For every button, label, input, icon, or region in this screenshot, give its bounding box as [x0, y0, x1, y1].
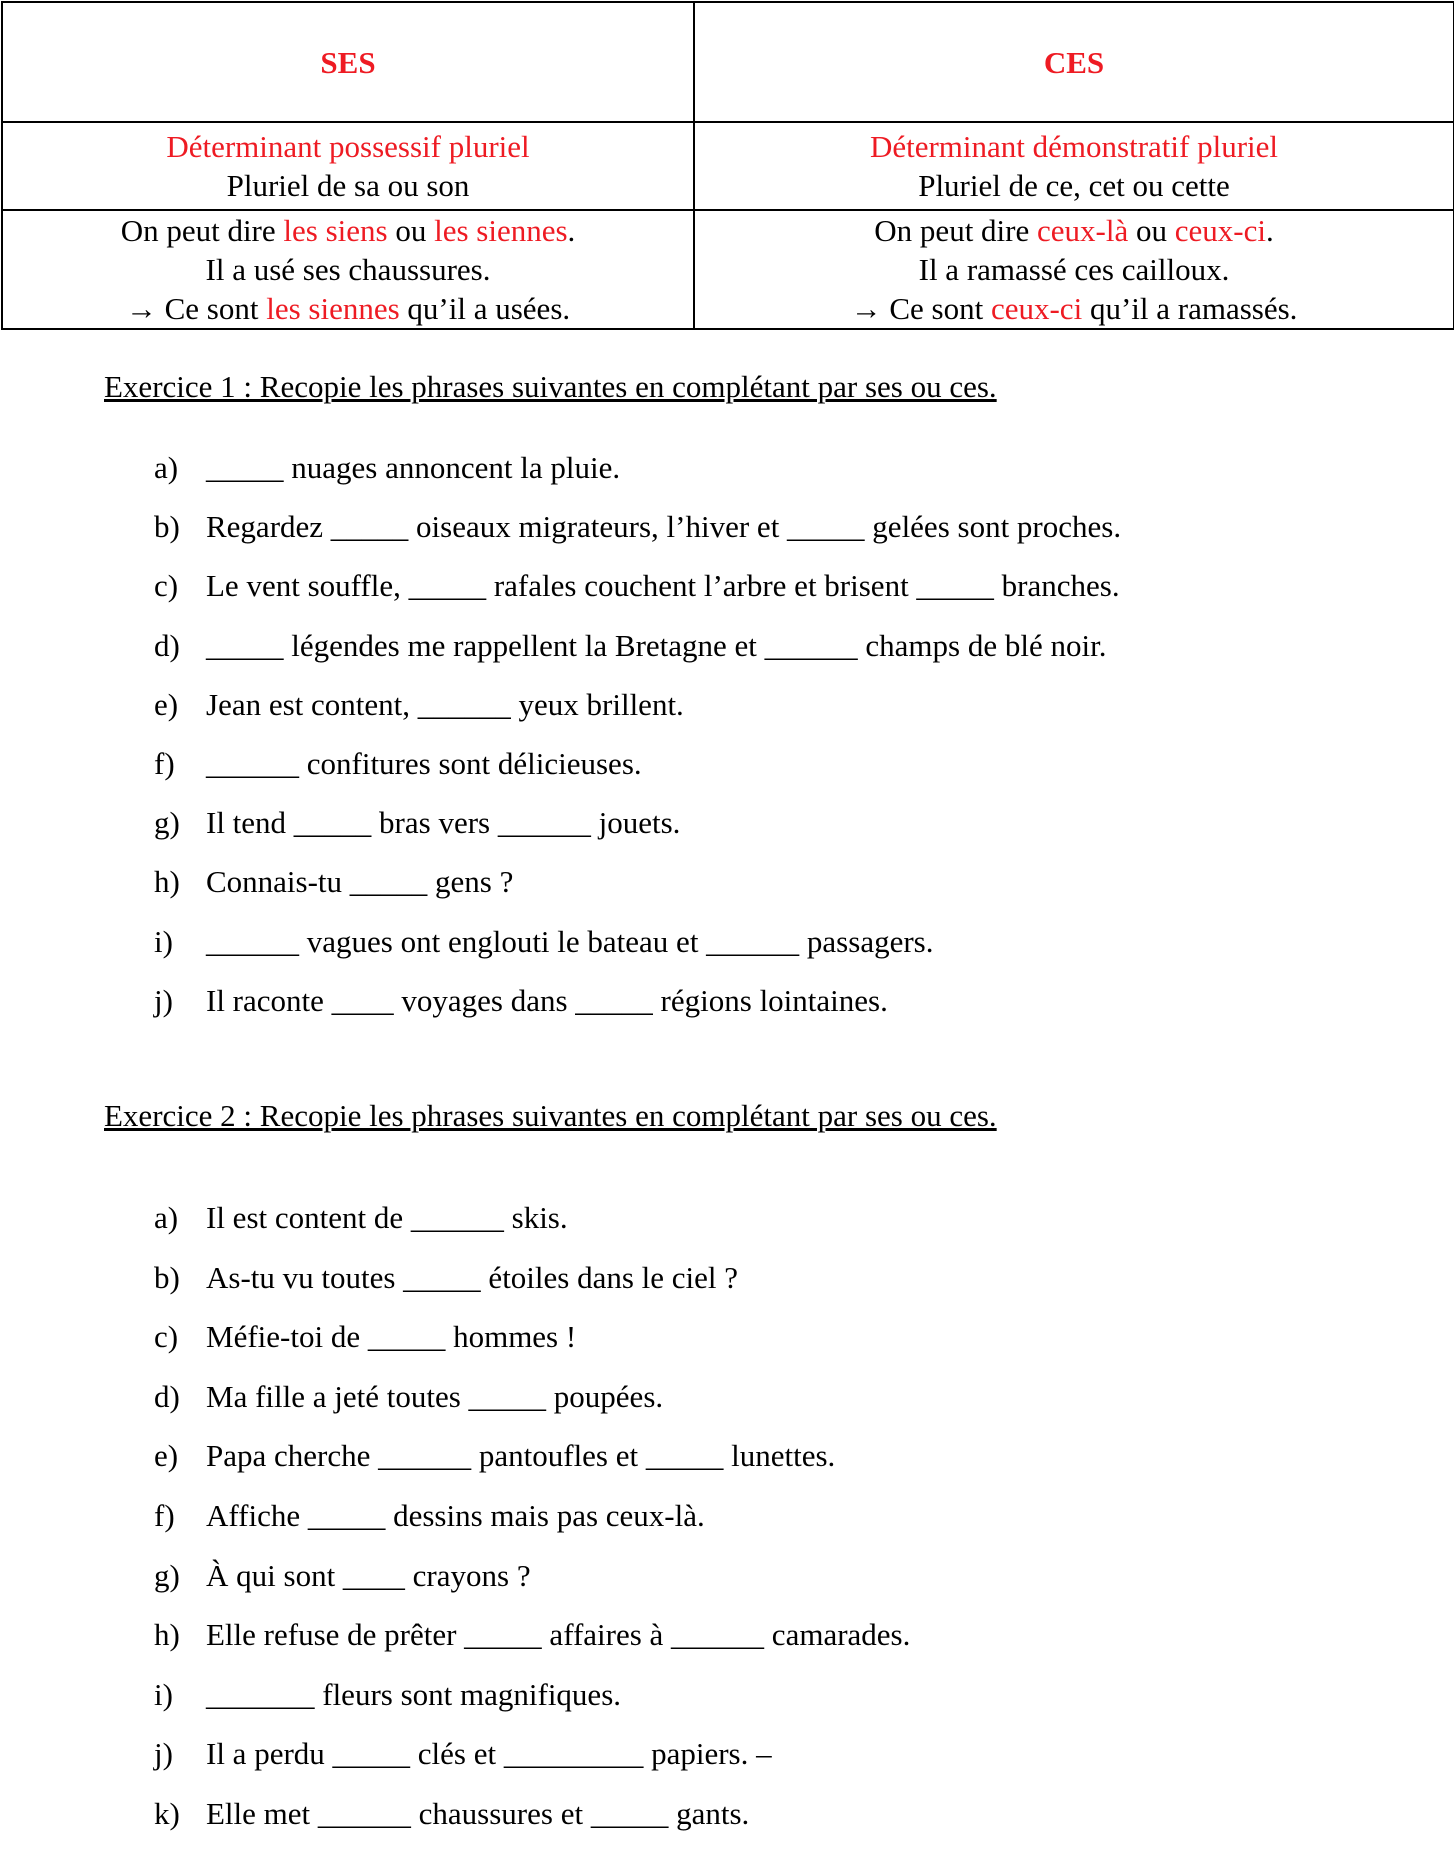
conclusion-text: Ce sont — [156, 291, 267, 326]
item-sentence: _____ légendes me rappellent la Bretagne et ______ champs de blé noir. — [206, 627, 1107, 663]
item-label: a) — [154, 450, 179, 485]
item-sentence: Jean est content, ______ yeux brillent. — [206, 686, 684, 722]
item-sentence: ______ confitures sont délicieuses. — [206, 745, 642, 781]
exercise-item — [154, 1496, 910, 1536]
conclusion-ces — [695, 289, 1453, 328]
plural-of-ses: Pluriel de sa ou son — [226, 168, 470, 203]
sub-red: ceux-ci — [1174, 213, 1266, 248]
item-sentence: As-tu vu toutes _____ étoiles dans le ciel ? — [206, 1259, 739, 1295]
item-sentence: À qui sont ____ crayons ? — [206, 1557, 531, 1593]
item-label: e) — [154, 1438, 179, 1474]
header-ses — [2, 2, 694, 122]
sub-red: les siens — [283, 213, 388, 248]
sub-text: . — [1265, 213, 1274, 248]
header-ses-text: SES — [320, 44, 376, 80]
exercise-item — [154, 1317, 910, 1357]
conclusion-text: Ce sont — [881, 291, 991, 326]
item-label: e) — [154, 686, 179, 722]
item-label: b) — [154, 509, 180, 545]
example-sentence-ces: Il a ramassé ces cailloux. — [918, 252, 1230, 287]
exercise-item — [154, 803, 1121, 843]
exercise-item — [154, 1794, 910, 1834]
exercise-item — [154, 1734, 910, 1774]
item-sentence: Le vent souffle, _____ rafales couchent l’arbre et brisent _____ branches. — [206, 568, 1120, 604]
definition-ces: Déterminant démonstratif pluriel — [869, 129, 1279, 164]
example-ses-cell — [2, 210, 694, 329]
sub-text: . — [567, 213, 576, 248]
item-label: f) — [154, 745, 175, 781]
item-sentence: Regardez _____ oiseaux migrateurs, l’hiver et _____ gelées sont proches. — [206, 509, 1122, 545]
item-label: j) — [154, 1736, 173, 1772]
item-sentence: Affiche _____ dessins mais pas ceux-là. — [206, 1497, 705, 1533]
exercise-item — [154, 1198, 910, 1238]
sub-text: On peut dire — [120, 213, 284, 248]
exercise-2-title: Exercice 2 : Recopie les phrases suivantes en complétant par ses ou ces. — [104, 1098, 997, 1133]
exercise-item — [154, 1436, 910, 1476]
item-label: d) — [154, 627, 180, 663]
exercise-item — [154, 744, 1121, 784]
sub-text: ou — [387, 213, 435, 248]
item-label: d) — [154, 1378, 180, 1414]
conclusion-text: qu’il a usées. — [399, 291, 571, 326]
exercise-1-list — [154, 448, 1121, 1040]
item-sentence: Il tend _____ bras vers ______ jouets. — [206, 805, 681, 841]
item-sentence: Papa cherche ______ pantoufles et _____ lunettes. — [206, 1438, 836, 1474]
item-label: i) — [154, 923, 173, 959]
arrow-icon: → — [125, 291, 157, 326]
exercise-item — [154, 862, 1121, 902]
item-label: c) — [154, 1319, 179, 1355]
sub-red: ceux-là — [1037, 213, 1129, 248]
arrow-icon: → — [850, 291, 882, 326]
substitution-ses — [3, 211, 693, 250]
item-sentence: Méfie-toi de _____ hommes ! — [206, 1319, 577, 1355]
item-sentence: Elle refuse de prêter _____ affaires à ______ camarades. — [206, 1617, 911, 1653]
exercise-1-title: Exercice 1 : Recopie les phrases suivantes en complétant par ses ou ces. — [104, 369, 997, 404]
exercise-item — [154, 1377, 910, 1417]
ses-ces-rule-table — [1, 1, 1454, 330]
plural-of-ces: Pluriel de ce, cet ou cette — [918, 168, 1230, 203]
exercise-item — [154, 922, 1121, 962]
item-sentence: _______ fleurs sont magnifiques. — [206, 1676, 622, 1712]
conclusion-red: ceux-ci — [990, 291, 1083, 326]
item-sentence: _____ nuages annoncent la pluie. — [206, 450, 621, 485]
item-sentence: Il raconte ____ voyages dans _____ régions lointaines. — [206, 982, 888, 1018]
item-sentence: Il a perdu _____ clés et _________ papiers. – — [206, 1736, 772, 1772]
item-sentence: Ma fille a jeté toutes _____ poupées. — [206, 1378, 664, 1414]
item-label: h) — [154, 1617, 180, 1653]
conclusion-red: les siennes — [266, 291, 400, 326]
definition-ses-cell — [2, 122, 694, 210]
exercise-item — [154, 566, 1121, 606]
exercise-item — [154, 685, 1121, 725]
example-sentence-ses: Il a usé ses chaussures. — [205, 252, 491, 287]
sub-text: ou — [1128, 213, 1175, 248]
item-label: f) — [154, 1497, 175, 1533]
item-label: g) — [154, 805, 180, 841]
conclusion-ses — [3, 289, 693, 328]
sub-text: On peut dire — [874, 213, 1038, 248]
item-label: g) — [154, 1557, 180, 1593]
item-label: i) — [154, 1676, 173, 1712]
exercise-item — [154, 981, 1121, 1021]
item-sentence: ______ vagues ont englouti le bateau et ______ passagers. — [206, 923, 934, 959]
exercise-item — [154, 626, 1121, 666]
definition-ses: Déterminant possessif pluriel — [166, 129, 530, 164]
item-label: b) — [154, 1259, 180, 1295]
sub-red: les siennes — [434, 213, 568, 248]
item-label: j) — [154, 982, 173, 1018]
exercise-2-list — [154, 1198, 910, 1854]
exercise-item — [154, 507, 1121, 547]
header-ces-text: CES — [1043, 44, 1105, 80]
item-label: a) — [154, 1200, 179, 1235]
exercise-item — [154, 1615, 910, 1655]
item-sentence: Connais-tu _____ gens ? — [206, 864, 514, 900]
item-sentence: Elle met ______ chaussures et _____ gants. — [206, 1795, 750, 1831]
item-sentence: Il est content de ______ skis. — [206, 1200, 568, 1235]
conclusion-text: qu’il a ramassés. — [1082, 291, 1298, 326]
item-label: c) — [154, 568, 179, 604]
item-label: h) — [154, 864, 180, 900]
exercise-item — [154, 1675, 910, 1715]
exercise-item — [154, 1258, 910, 1298]
exercise-item — [154, 1556, 910, 1596]
substitution-ces — [695, 211, 1453, 250]
definition-ces-cell — [694, 122, 1454, 210]
item-label: k) — [154, 1795, 180, 1831]
example-ces-cell — [694, 210, 1454, 329]
exercise-item — [154, 448, 1121, 488]
header-ces — [694, 2, 1454, 122]
